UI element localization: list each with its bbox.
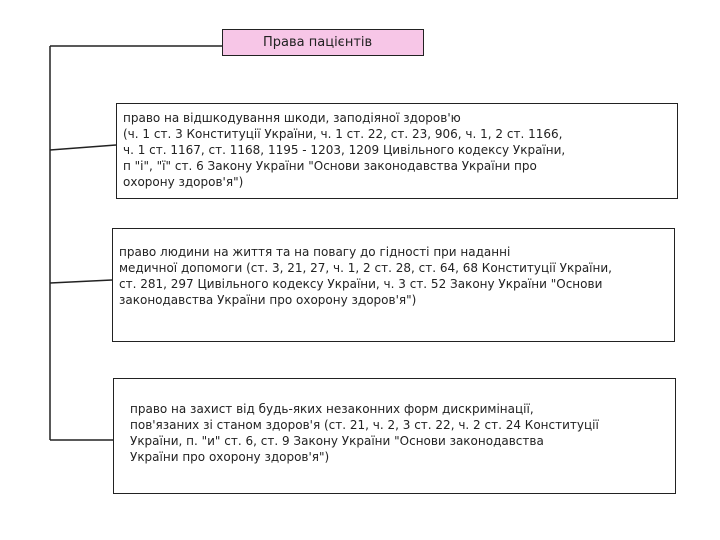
text-line: законодавства України про охорону здоров'я") <box>119 293 417 307</box>
text-line: п "і", "ї" ст. 6 Закону України "Основи законодавства України про <box>123 159 537 173</box>
right-box-compensation <box>116 103 678 199</box>
text-line: ст. 281, 297 Цивільного кодексу України, ч. 3 ст. 52 Закону України "Основи <box>119 277 603 291</box>
connector-branch-1 <box>50 145 116 150</box>
text-line: охорону здоров'я") <box>123 175 244 189</box>
text-line: ч. 1 ст. 1167, ст. 1168, 1195 - 1203, 1209 Цивільного кодексу України, <box>123 143 566 157</box>
right-box-life-dignity <box>112 228 675 342</box>
text-line: медичної допомоги (ст. 3, 21, 27, ч. 1, 2 ст. 28, ст. 64, 68 Конституції України, <box>119 261 612 275</box>
right-box-non-discrimination <box>113 378 676 494</box>
text-line: пов'язаних зі станом здоров'я (ст. 21, ч. 2, 3 ст. 22, ч. 2 ст. 24 Конституції <box>130 418 599 432</box>
right-text-compensation <box>123 110 565 190</box>
title-box: Права пацієнтів <box>222 29 424 56</box>
text-line: право людини на життя та на повагу до гідності при наданні <box>119 245 511 259</box>
text-line: України, п. "и" ст. 6, ст. 9 Закону України "Основи законодавства <box>130 434 544 448</box>
text-line: (ч. 1 ст. 3 Конституції України, ч. 1 ст. 22, ст. 23, 906, ч. 1, 2 ст. 1166, <box>123 127 563 141</box>
right-text-non-discrimination <box>130 401 599 465</box>
right-text-life-dignity <box>119 244 612 308</box>
text-line: України про охорону здоров'я") <box>130 450 330 464</box>
text-line: право на відшкодування шкоди, заподіяної здоров'ю <box>123 111 461 125</box>
connector-branch-2 <box>50 280 112 283</box>
text-line: право на захист від будь-яких незаконних форм дискримінації, <box>130 402 534 416</box>
